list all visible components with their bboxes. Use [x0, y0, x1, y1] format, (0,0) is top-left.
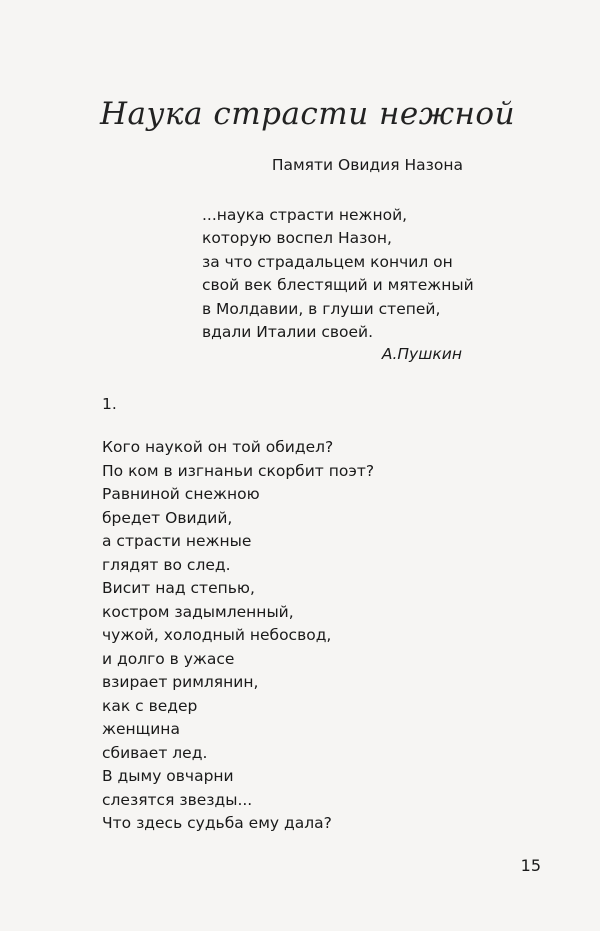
epigraph-line: за что страдальцем кончил он — [202, 252, 453, 271]
page-number: 15 — [520, 856, 541, 875]
poem-line: Висит над степью, — [102, 579, 255, 597]
poem-title: Наука страсти нежной — [100, 96, 516, 132]
poem-line: глядят во след. — [102, 555, 231, 574]
poem-line: и долго в ужасе — [102, 649, 235, 668]
poem-line: бредет Овидий, — [102, 508, 233, 527]
epigraph-line: которую воспел Назон, — [202, 229, 392, 248]
poem-line: Равниной снежною — [102, 485, 260, 503]
poem-line: костром задымленный, — [102, 602, 294, 621]
epigraph-line: вдали Италии своей. — [202, 323, 374, 342]
epigraph — [202, 204, 474, 344]
poem-line: а страсти нежные — [102, 532, 252, 550]
dedication: Памяти Овидия Назона — [271, 156, 463, 174]
epigraph-line: в Молдавии, в глуши степей, — [202, 299, 441, 318]
section-number: 1. — [102, 395, 117, 413]
epigraph-line: свой век блестящий и мятежный — [202, 276, 474, 295]
poem-body — [102, 436, 374, 836]
poem-line: сбивает лед. — [102, 743, 208, 762]
poem-line: как с ведер — [102, 696, 198, 715]
poem-line: женщина — [102, 720, 180, 738]
poem-line: слезятся звезды... — [102, 790, 253, 809]
poem-line: В дыму овчарни — [102, 767, 234, 785]
epigraph-author: А.Пушкин — [381, 345, 462, 363]
poem-line: чужой, холодный небосвод, — [102, 626, 332, 644]
poem-line: По ком в изгнаньи скорбит поэт? — [102, 461, 375, 480]
poem-line: Что здесь судьба ему дала? — [102, 814, 332, 832]
epigraph-line: ...наука страсти нежной, — [202, 206, 408, 224]
poem-line: Кого наукой он той обидел? — [102, 438, 334, 456]
poem-line: взирает римлянин, — [102, 673, 259, 691]
